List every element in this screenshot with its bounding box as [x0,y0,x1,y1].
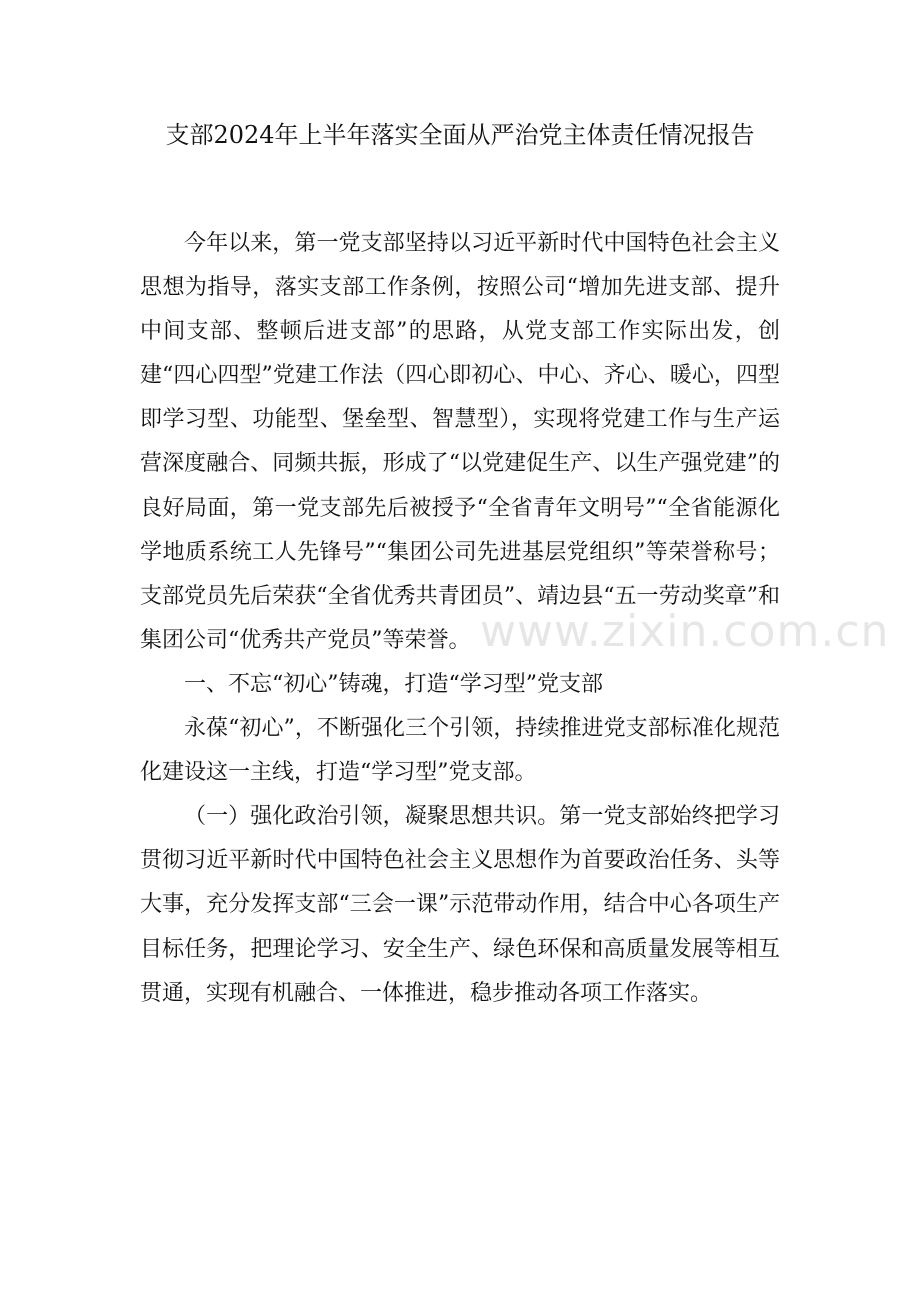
section-1-paragraph: 永葆“初心”，不断强化三个引领，持续推进党支部标准化规范化建设这一主线，打造“学习型”党支部。 [140,716,780,786]
site-watermark: www.zixin.com.cn [480,606,890,657]
section-heading-1: 一、不忘“初心”铸魂，打造“学习型”党支部 [184,671,603,697]
document-title: 支部2024年上半年落实全面从严治党主体责任情况报告 [165,121,755,149]
subsection-1-paragraph: （一）强化政治引领，凝聚思想共识。第一党支部始终把学习贯彻习近平新时代中国特色社会主义思想作为首要政治任务、头等大事，充分发挥支部“三会一课”示范带动作用，结合中心各项生产目标任务，把理论学习、安全生产、绿色环保和高质量发展等相互贯通，实现有机融合、一体推进，稳步推动各项工作落实。 [140,804,780,1006]
intro-paragraph: 今年以来，第一党支部坚持以习近平新时代中国特色社会主义思想为指导，落实支部工作条例，按照公司“增加先进支部、提升中间支部、整顿后进支部”的思路，从党支部工作实际出发，创建“四心四型”党建工作法（四心即初心、中心、齐心、暖心，四型即学习型、功能型、堡垒型、智慧型），实现将党建工作与生产运营深度融合、同频共振，形成了“以党建促生产、以生产强党建”的良好局面，第一党支部先后被授予“全省青年文明号”“全省能源化学地质系统工人先锋号”“集团公司先进基层党组织”等荣誉称号；支部党员先后荣获“全省优秀共青团员”、靖边县“五一劳动奖章”和集团公司“优秀共产党员”等荣誉。 [140,231,780,653]
